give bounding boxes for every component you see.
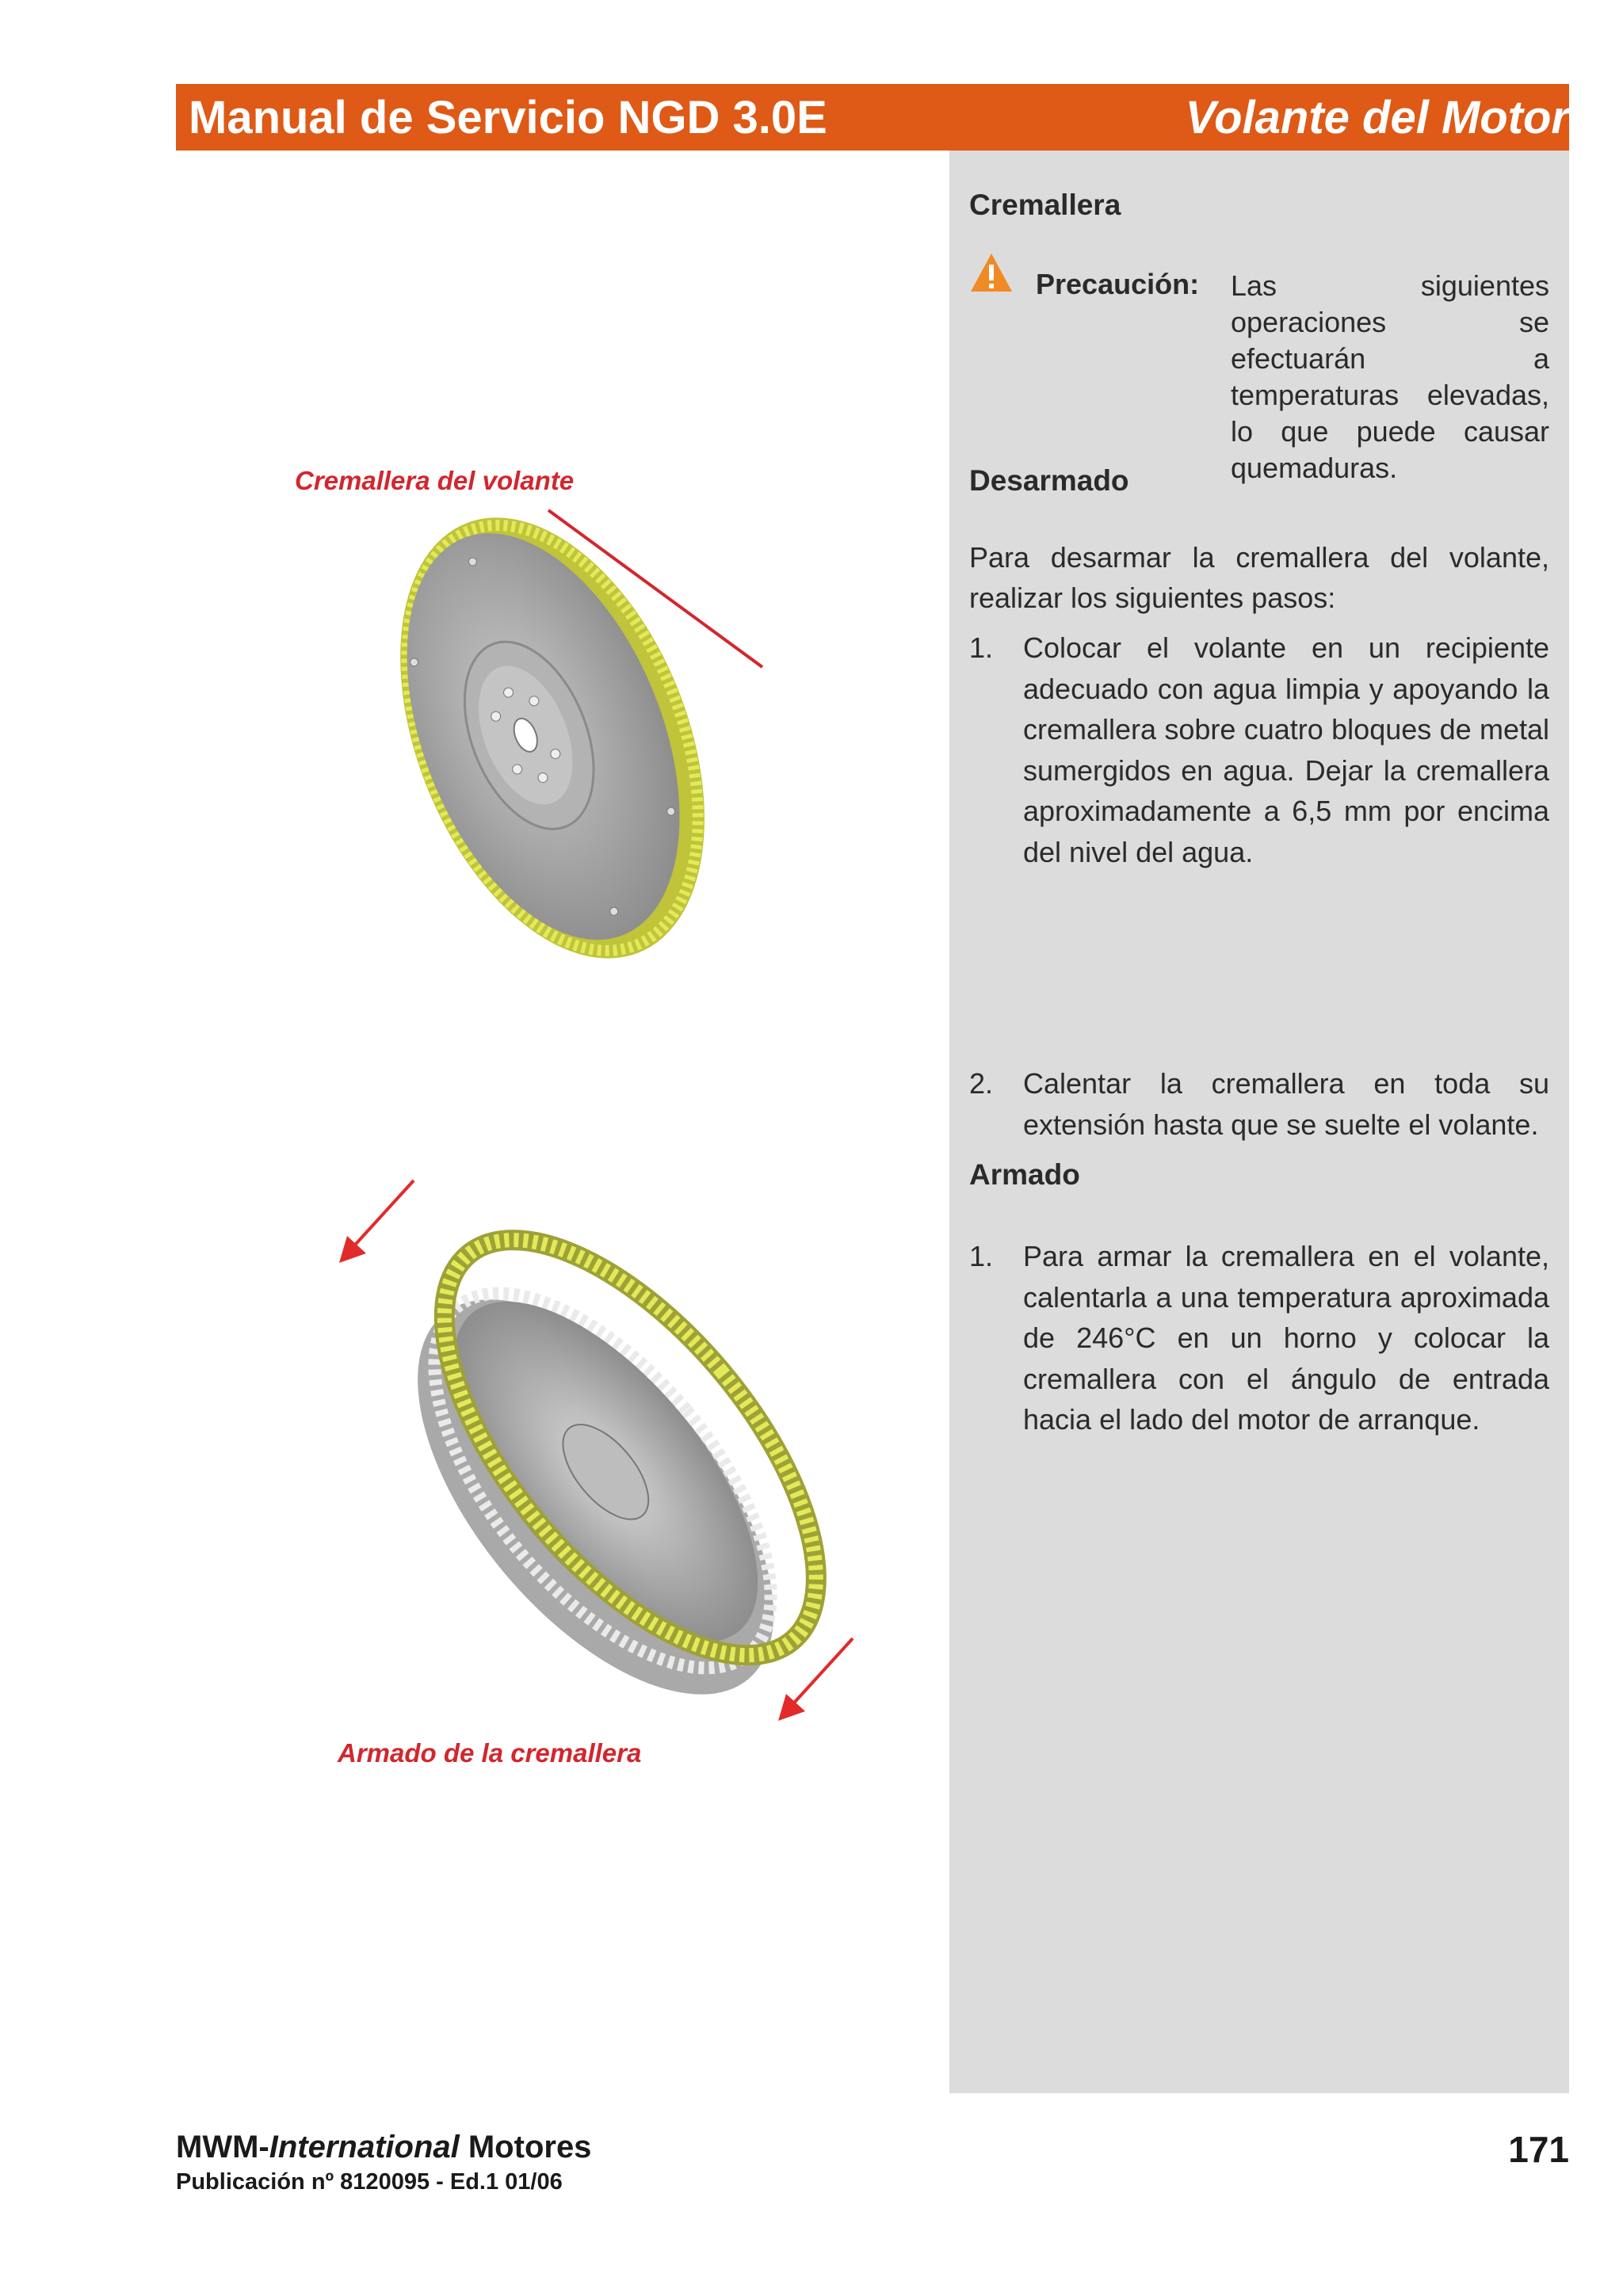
cremallera-heading: Cremallera [969,189,1121,221]
step-text: Calentar la cremallera en toda su extensión hasta que se suelte el volante. [1023,1067,1549,1141]
desarmado-intro: Para desarmar la cremallera del volante, realizar los siguientes pasos: [969,541,1549,614]
step-text: Para armar la cremallera en el volante, calentarla a una temperatura aproximada de 246°C en un horno y colocar la cremallera con el ángulo de entrada hacia el lado del motor de arranque. [1023,1240,1549,1436]
step-text: Colocar el volante en un recipiente adecuado con agua limpia y apoyando la cremallera sobre cuatro bloques de metal sumergidos en agua. Dejar la cremallera aproximadamente a 6,5 mm por encima del nivel del agua. [1023,631,1549,868]
step-number: 1. [969,1240,994,1272]
publication-info: Publicación nº 8120095 - Ed.1 01/06 [176,2169,563,2195]
desarmado-step-1 [969,627,1549,872]
arrow-down-left-icon [770,1632,865,1727]
caution-label: Precaución: [1036,268,1200,300]
brand-italic: International [269,2130,460,2164]
step-number: 2. [969,1067,994,1100]
desarmado-step-2 [969,1063,1549,1145]
manual-title: Manual de Servicio NGD 3.0E [189,91,827,143]
desarmado-heading: Desarmado [969,464,1129,497]
step-number: 1. [969,631,994,664]
figure1-caption: Cremallera del volante [295,466,575,495]
page-header [176,84,1569,151]
arrow-up-left-icon [331,1174,426,1269]
page-number: 171 [1508,2129,1569,2170]
brand-prefix: MWM- [176,2130,269,2164]
armado-heading: Armado [969,1158,1080,1191]
footer-brand [176,2130,591,2165]
warning-triangle-icon [969,252,1014,293]
section-title: Volante del Motor [1185,91,1569,143]
figure2-caption: Armado de la cremallera [338,1738,642,1768]
armado-step-1 [969,1236,1549,1440]
ring-gear-pointer-line [539,504,777,694]
caution-text: Las siguientes operaciones se efectuarán a temperaturas elevadas, lo que puede causar quemaduras. [1231,269,1549,484]
brand-suffix: Motores [459,2130,592,2164]
